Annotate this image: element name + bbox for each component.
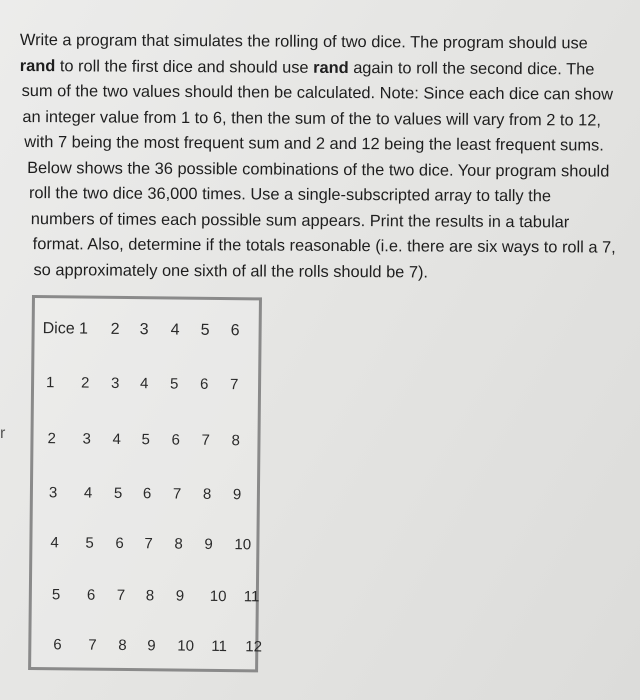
sum-cell: 5 — [141, 431, 150, 449]
sum-cell: 9 — [175, 587, 185, 605]
sum-cell: 8 — [174, 535, 183, 553]
sum-cell: 12 — [245, 638, 263, 656]
text-segment: to roll the first dice and should use — [55, 56, 314, 77]
problem-line — [20, 28, 632, 57]
sum-cell: 5 — [85, 534, 94, 552]
sum-cell: 8 — [231, 432, 240, 450]
row-label-cell: 4 — [50, 534, 59, 552]
row-label-cell: 5 — [51, 586, 61, 604]
sum-cell: 3 — [82, 430, 91, 448]
problem-line — [18, 257, 630, 286]
sum-cell: 8 — [202, 485, 212, 503]
sum-cell: 8 — [118, 636, 127, 655]
sum-cell: 6 — [171, 431, 180, 449]
sum-cell: 6 — [86, 586, 96, 604]
problem-line — [19, 104, 631, 133]
sum-cell: 10 — [234, 536, 252, 554]
problem-line — [19, 181, 631, 210]
sum-cell: 7 — [116, 586, 126, 604]
row-label-cell: 3 — [48, 484, 58, 502]
sum-cell: 7 — [144, 535, 153, 553]
row-label-cell: 2 — [47, 430, 56, 448]
sum-cell: 7 — [201, 431, 210, 449]
sum-cell: 11 — [243, 588, 260, 606]
sum-cell: 7 — [172, 485, 182, 503]
header-cell: 5 — [200, 321, 210, 339]
text-segment: format. Also, determine if the totals reasonable (i.e. there are six ways to roll a 7, — [32, 235, 616, 257]
problem-line — [20, 79, 632, 108]
sum-cell: 10 — [177, 637, 195, 655]
keyword-rand: rand — [19, 56, 56, 75]
header-cell: 2 — [110, 320, 120, 338]
sum-cell: 9 — [232, 486, 242, 504]
sum-cell: 7 — [88, 636, 97, 654]
sum-cell: 6 — [142, 485, 152, 503]
sum-cell: 8 — [145, 587, 155, 605]
text-segment: an integer value from 1 to 6, then the sum of the to values will vary from 2 to 12, — [22, 107, 602, 130]
sum-cell: 6 — [115, 534, 124, 552]
header-cell: 6 — [230, 322, 240, 340]
text-segment: Below shows the 36 possible combinations of the two dice. Your program should — [27, 158, 610, 181]
sum-cell: 4 — [83, 484, 93, 502]
sum-cell: 10 — [209, 587, 227, 606]
header-cell: Dice 1 — [42, 320, 89, 338]
sum-cell: 4 — [139, 375, 149, 393]
text-segment: Write a program that simulates the rolling of two dice. The program should use — [19, 30, 588, 53]
text-segment: numbers of times each possible sum appears. Print the results in a tabular — [30, 209, 570, 231]
edge-mark: r — [0, 425, 6, 442]
text-segment: so approximately one sixth of all the rolls should be 7). — [33, 260, 429, 281]
text-segment: again to roll the second dice. The — [348, 58, 595, 79]
text-segment: with 7 being the most frequent sum and 2 and 12 being the least frequent sums. — [24, 133, 604, 155]
row-label-cell: 6 — [53, 636, 62, 654]
problem-line — [20, 53, 632, 82]
sum-cell: 2 — [80, 374, 90, 392]
header-cell: 4 — [170, 321, 180, 339]
keyword-rand: rand — [313, 58, 349, 77]
dice-combinations-table — [28, 295, 262, 672]
text-segment: roll the two dice 36,000 times. Use a single-subscripted array to tally the — [28, 184, 552, 206]
header-cell: 3 — [139, 321, 149, 339]
problem-line — [19, 130, 631, 159]
sum-cell: 9 — [204, 535, 213, 553]
text-segment: sum of the two values should then be calculated. Note: Since each dice can show — [21, 82, 613, 104]
sum-cell: 4 — [112, 430, 121, 448]
problem-statement — [18, 28, 632, 287]
sum-cell: 3 — [110, 374, 120, 392]
row-label-cell: 1 — [45, 374, 55, 392]
sum-cell: 6 — [199, 375, 209, 393]
sum-cell: 7 — [229, 376, 239, 394]
problem-line — [19, 206, 631, 235]
sum-cell: 5 — [113, 484, 123, 502]
sum-cell: 9 — [147, 637, 156, 655]
sum-cell: 11 — [211, 637, 227, 656]
problem-line — [19, 232, 631, 261]
problem-line — [19, 155, 631, 184]
sum-cell: 5 — [169, 375, 179, 393]
